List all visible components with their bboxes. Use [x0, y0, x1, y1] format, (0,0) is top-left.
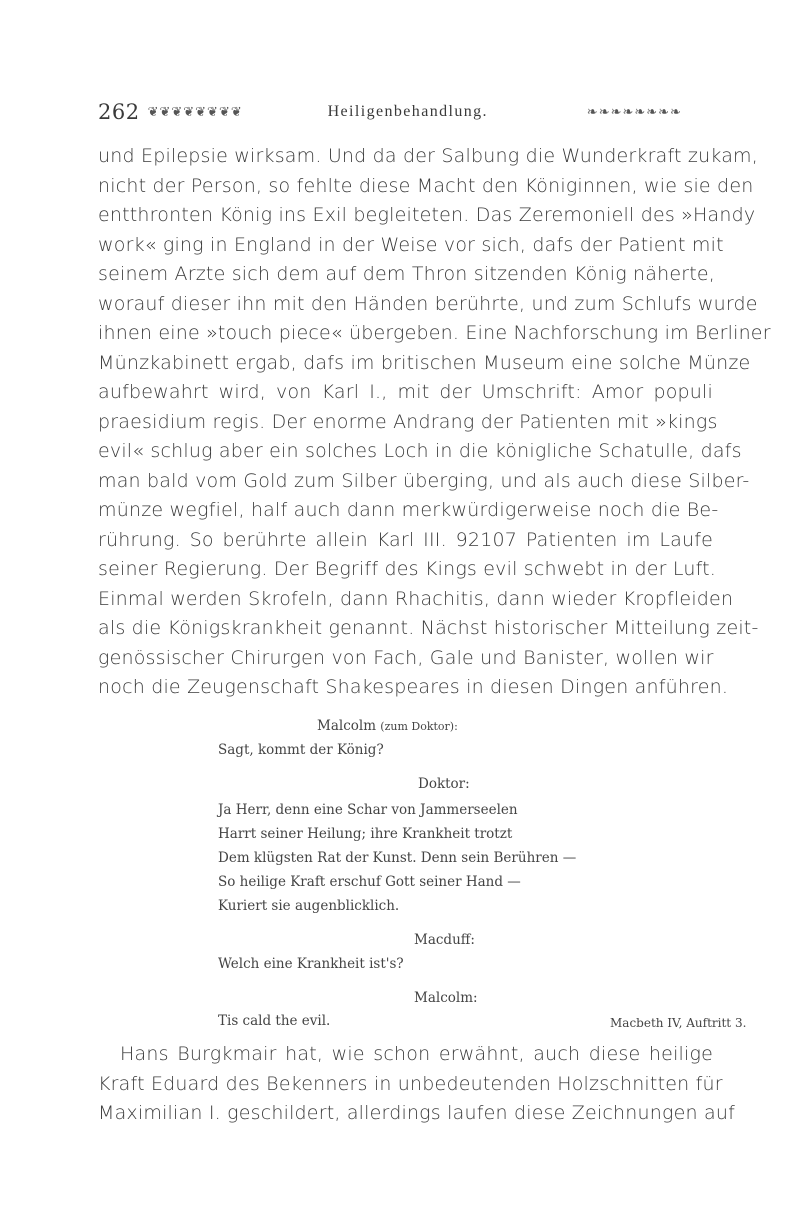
text-line: ihnen eine »touch piece« übergeben. Eine Nachforschung im Berliner [98, 322, 771, 344]
verse-line: Sagt, kommt der König? [218, 742, 384, 758]
verse-line: Dem klügsten Rat der Kunst. Denn sein Berühren — [218, 850, 577, 866]
text-line: genössischer Chirurgen von Fach, Gale und Banister, wollen wir [98, 646, 714, 669]
text-line: Maximilian I. geschildert, allerdings laufen diese Zeichnungen auf [98, 1102, 735, 1124]
verse-line: Kuriert sie augenblicklich. [218, 898, 400, 914]
paragraph-main [98, 142, 771, 703]
header-ornament-left: ❦❦❦❦❦❦❦❦ [147, 104, 243, 120]
running-title: Heiligenbehandlung. [327, 103, 488, 120]
text-line: Hans Burgkmair hat, wie schon erwähnt, auch diese heilige [120, 1043, 713, 1065]
page-number: 262 [98, 100, 140, 124]
verse-line: Tis cald the evil. [218, 1013, 331, 1029]
text-line: rührung. So berührte allein Karl III. 92107 Patienten im Laufe [98, 528, 713, 551]
text-line: seiner Regierung. Der Begriff des Kings evil schwebt in der Luft. [98, 558, 717, 580]
text-line: nicht der Person, so fehlte diese Macht den Königinnen, wie sie den [98, 174, 754, 197]
text-line: Kraft Eduard des Bekenners in unbedeutenden Holzschnitten für [98, 1072, 723, 1095]
text-line: work« ging in England in der Weise vor sich, dafs der Patient mit [98, 233, 724, 256]
verse-line: Ja Herr, denn eine Schar von Jammerseelen [218, 802, 518, 818]
text-line: praesidium regis. Der enorme Andrang der Patienten mit »kings [98, 410, 718, 433]
speaker-doktor: Doktor: [418, 776, 470, 792]
text-line: und Epilepsie wirksam. Und da der Salbung die Wunderkraft zukam, [98, 145, 758, 167]
text-line: entthronten König ins Exil begleiteten. Das Zeremoniell des »Handy [98, 204, 756, 226]
stage-direction: (zum Doktor): [380, 720, 458, 733]
paragraph-continued [98, 1040, 735, 1129]
text-line: münze wegfiel, half auch dann merkwürdigerweise noch die Be- [98, 499, 719, 521]
verse-line: So heilige Kraft erschuf Gott seiner Hand — [218, 874, 521, 890]
speaker-malcolm: Malcolm (zum Doktor): [317, 718, 458, 734]
verse-line: Harrt seiner Heilung; ihre Krankheit trotzt [218, 826, 513, 842]
text-line: seinem Arzte sich dem auf dem Thron sitzenden König näherte, [98, 263, 716, 285]
speaker-malcolm: Malcolm: [414, 990, 478, 1006]
text-line: evil« schlug aber ein solches Loch in die königliche Schatulle, dafs [98, 440, 742, 462]
text-line: Münzkabinett ergab, dafs im britischen Museum eine solche Münze [98, 351, 751, 374]
text-line: als die Königskrankheit genannt. Nächst historischer Mitteilung zeit- [98, 617, 759, 639]
header-ornament-right: ❧❧❧❧❧❧❧❧ [586, 104, 682, 120]
text-line: Einmal werden Skrofeln, dann Rhachitis, dann wieder Kropfleiden [98, 587, 734, 610]
page-header [98, 100, 713, 124]
text-line: worauf dieser ihn mit den Händen berührte, und zum Schlufs wurde [98, 292, 758, 315]
speaker-macduff: Macduff: [414, 932, 475, 948]
quote-source: Macbeth IV, Auftritt 3. [610, 1016, 747, 1030]
text-line: aufbewahrt wird, von Karl I., mit der Umschrift: Amor populi [98, 381, 713, 403]
verse-line: Welch eine Krankheit ist's? [218, 956, 404, 972]
text-line: man bald vom Gold zum Silber überging, und als auch diese Silber- [98, 469, 750, 492]
text-line: noch die Zeugenschaft Shakespeares in diesen Dingen anführen. [98, 676, 729, 698]
